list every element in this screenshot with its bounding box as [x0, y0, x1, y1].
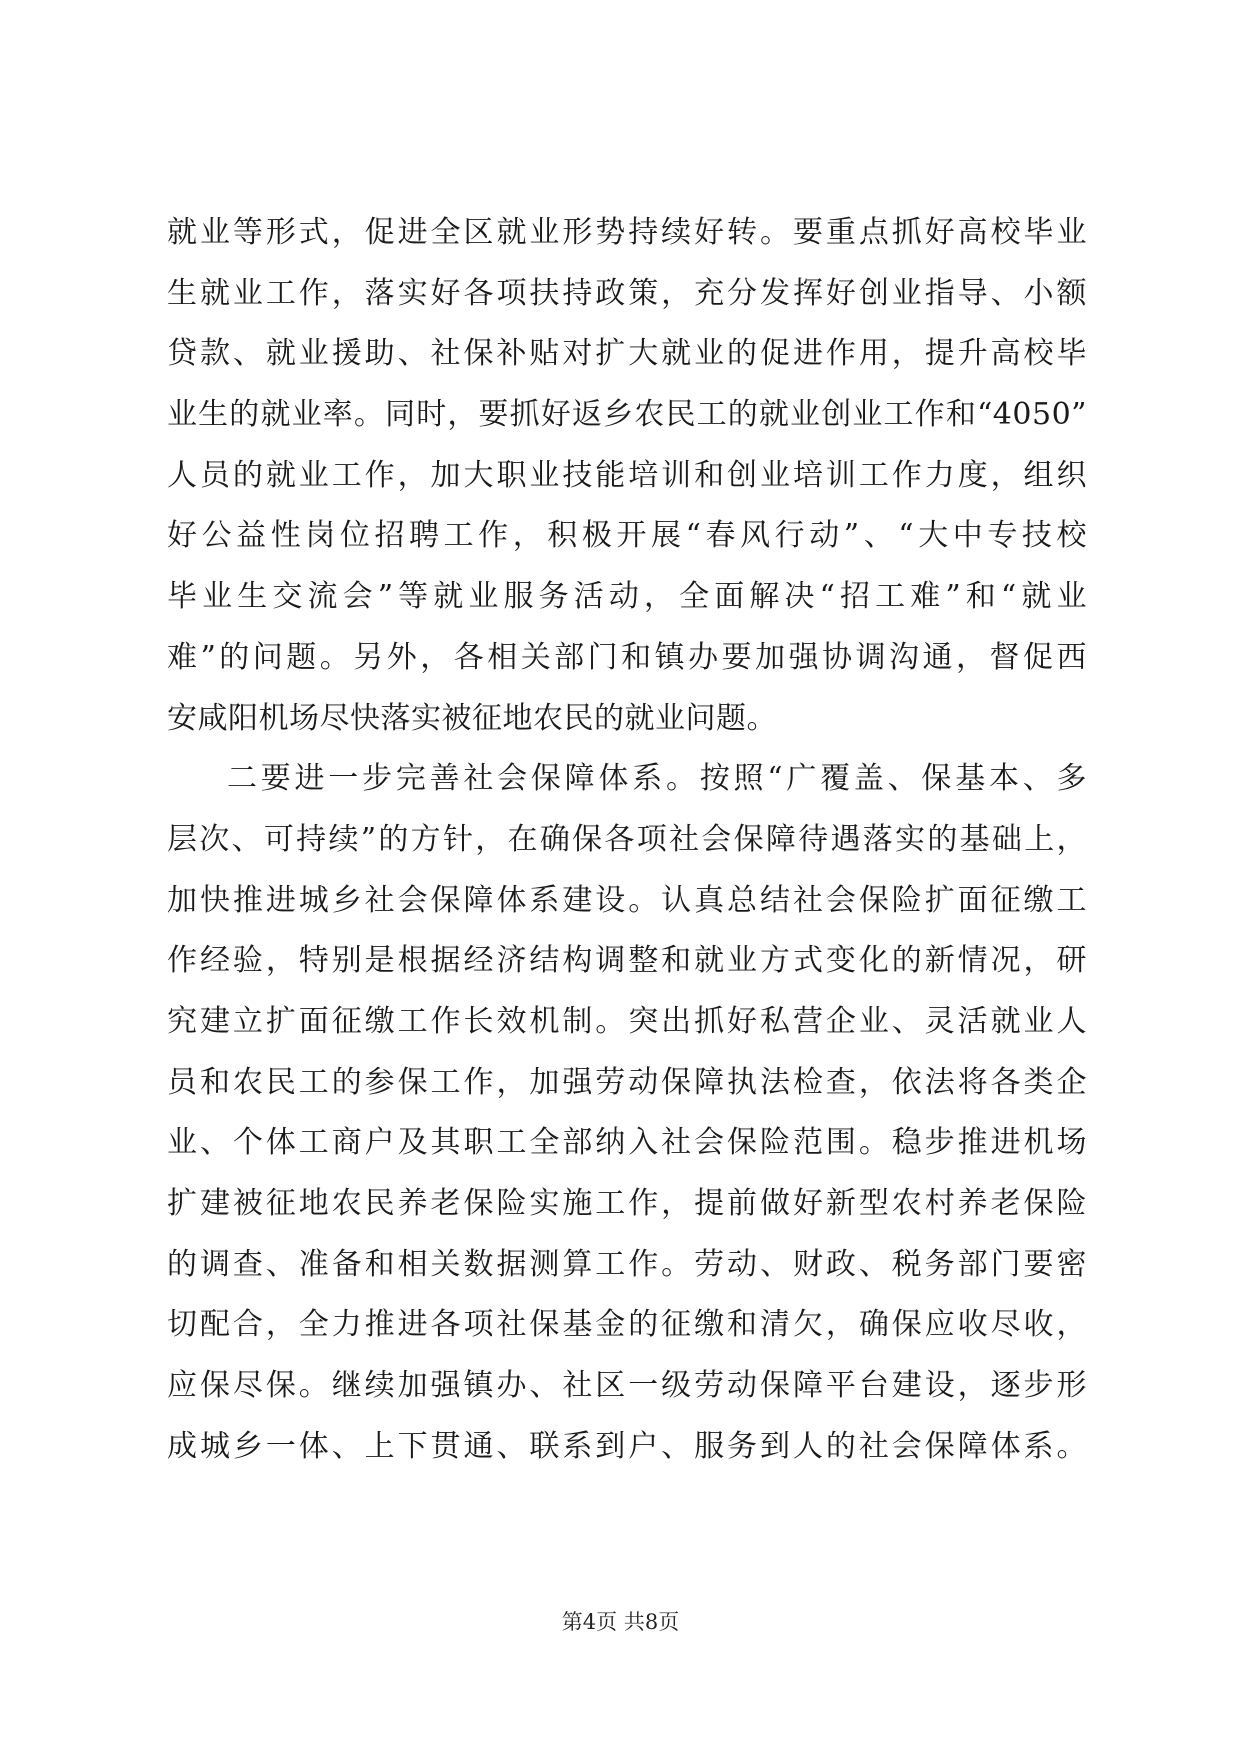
- text-line: 生就业工作，落实好各项扶持政策，充分发挥好创业指导、小额: [167, 275, 1087, 311]
- text-line: 好公益性岗位招聘工作，积极开展“春风行动”、“大中专技校: [167, 518, 1087, 554]
- page-number-footer: 第4页 共8页: [561, 1610, 680, 1634]
- text-line: 扩建被征地农民养老保险实施工作，提前做好新型农村养老保险: [167, 1186, 1087, 1221]
- text-line: 层次、可持续”的方针，在确保各项社会保障待遇落实的基础上，: [167, 821, 1087, 857]
- text-line: 难”的问题。另外，各相关部门和镇办要加强协调沟通，督促西: [167, 639, 1087, 675]
- text-line: 成城乡一体、上下贯通、联系到户、服务到人的社会保障体系。: [167, 1428, 1087, 1464]
- text-line: 业生的就业率。同时，要抓好返乡农民工的就业创业工作和“4050”: [167, 397, 1087, 433]
- text-line: 毕业生交流会”等就业服务活动，全面解决“招工难”和“就业: [167, 579, 1087, 615]
- text-line: 的调查、准备和相关数据测算工作。劳动、财政、税务部门要密: [167, 1246, 1087, 1282]
- text-line: 应保尽保。继续加强镇办、社区一级劳动保障平台建设，逐步形: [167, 1368, 1087, 1404]
- text-line: 就业等形式，促进全区就业形势持续好转。要重点抓好高校毕业: [167, 215, 1087, 250]
- text-line: 切配合，全力推进各项社保基金的征缴和清欠，确保应收尽收，: [167, 1307, 1087, 1343]
- text-line: 人员的就业工作，加大职业技能培训和创业培训工作力度，组织: [167, 457, 1087, 493]
- text-line: 二要进一步完善社会保障体系。按照“广覆盖、保基本、多: [227, 761, 1087, 797]
- text-line: 究建立扩面征缴工作长效机制。突出抓好私营企业、灵活就业人: [167, 1003, 1087, 1039]
- text-line: 业、个体工商户及其职工全部纳入社会保险范围。稳步推进机场: [167, 1125, 1087, 1161]
- body-text: [167, 203, 1087, 1477]
- text-line: 作经验，特别是根据经济结构调整和就业方式变化的新情况，研: [167, 943, 1087, 979]
- text-line: 加快推进城乡社会保障体系建设。认真总结社会保险扩面征缴工: [167, 882, 1087, 918]
- text-line: 安咸阳机场尽快落实被征地农民的就业问题。: [167, 700, 777, 736]
- text-line: 员和农民工的参保工作，加强劳动保障执法检查，依法将各类企: [167, 1064, 1087, 1100]
- text-line: 贷款、就业援助、社保补贴对扩大就业的促进作用，提升高校毕: [167, 336, 1087, 372]
